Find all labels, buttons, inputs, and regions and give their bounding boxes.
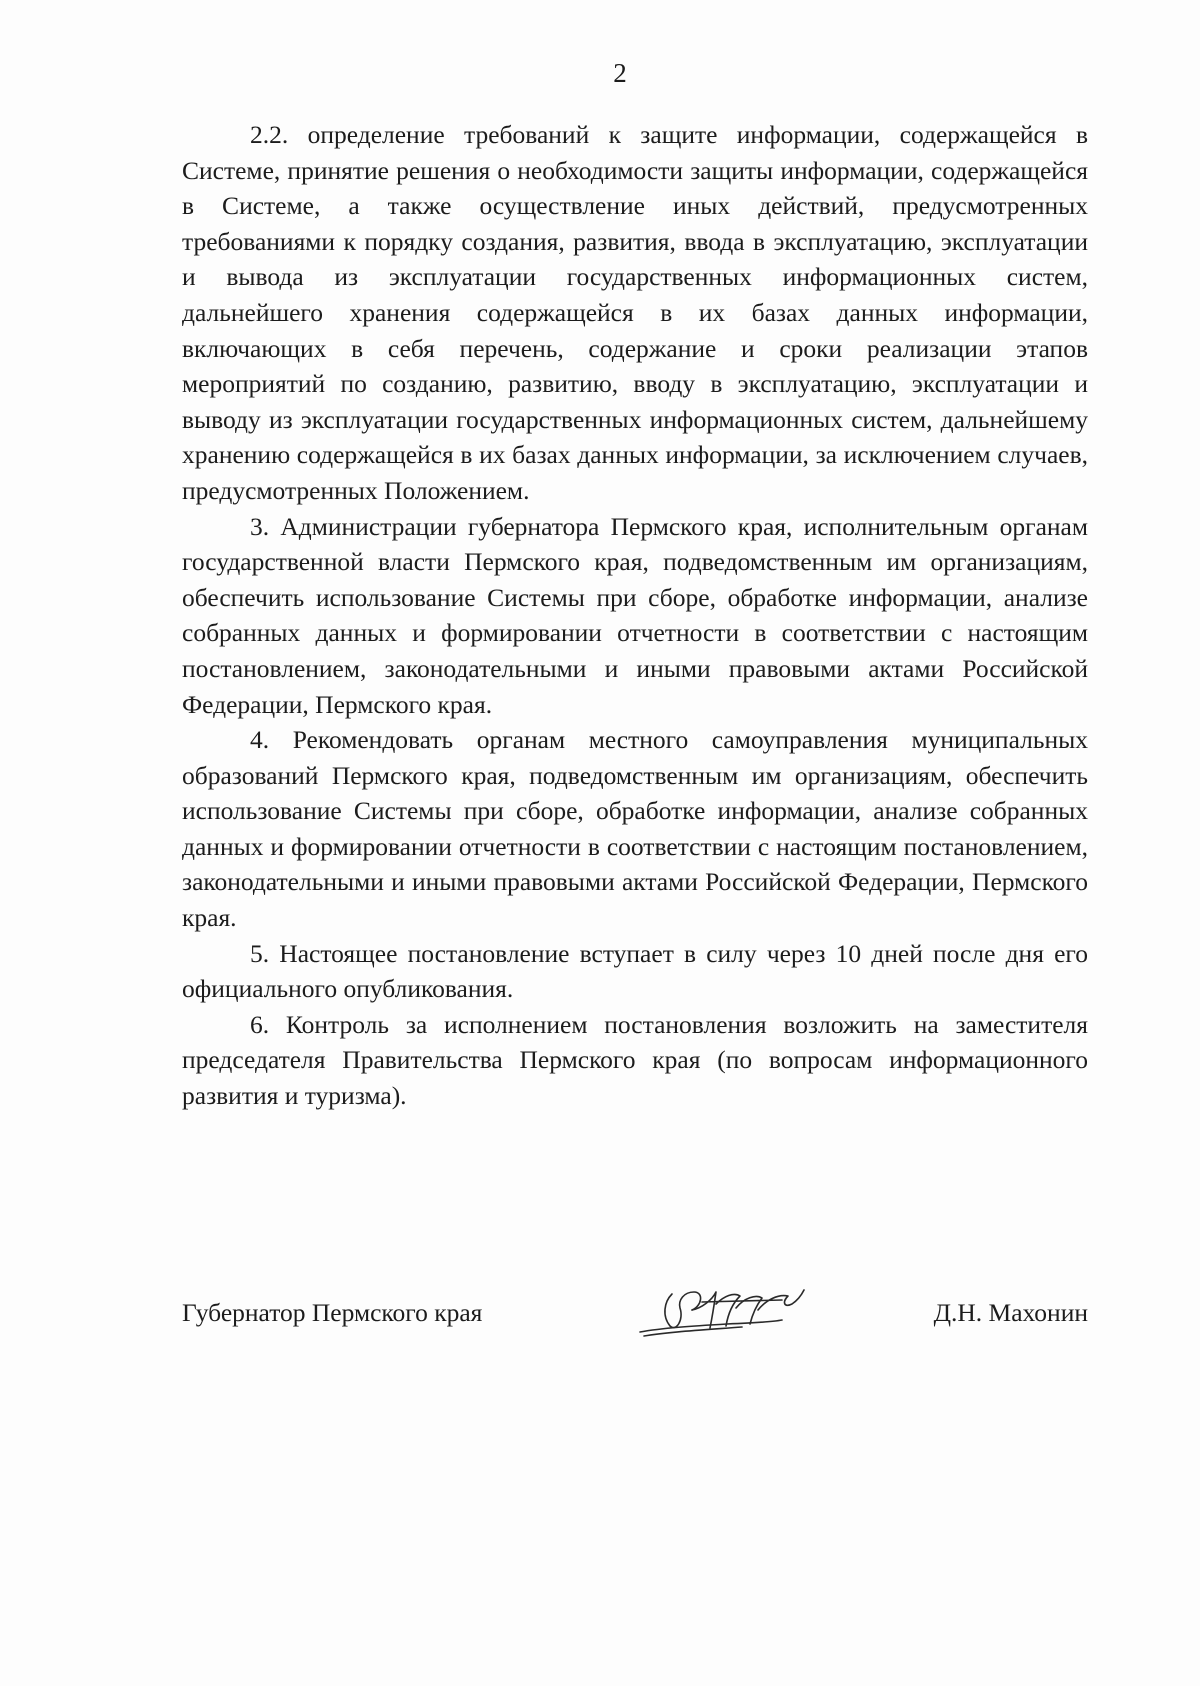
handwritten-signature: [632, 1280, 812, 1344]
paragraph-3: 3. Администрации губернатора Пермского края, исполнительным органам государственной власти Пермского края, подведомственным им организациям, обеспечить использование Системы при сборе, обработке информации, анализе собранных данных и формировании отчетности в соответствии с настоящим постановлением, законодательными и иными правовыми актами Российской Федерации, Пермского края.: [182, 511, 1088, 719]
paragraph-4: 4. Рекомендовать органам местного самоуправления муниципальных образований Пермского края, подведомственным им организациям, обеспечить использование Системы при сборе, обработке информации, анализе собранных данных и формировании отчетности в соответствии с настоящим постановлением, законодательными и иными правовыми актами Российской Федерации, Пермского края.: [182, 725, 1088, 933]
signatory-name: Д.Н. Махонин: [933, 1298, 1088, 1327]
page-number: 2: [613, 58, 627, 88]
paragraph-5: 5. Настоящее постановление вступает в силу через 10 дней после дня его официального опубликования.: [182, 938, 1088, 1004]
paragraph-2-2: 2.2. определение требований к защите информации, содержащейся в Системе, принятие решения о необходимости защиты информации, содержащейся в Системе, а также осуществление иных действий, предусмотренных требованиями к порядку создания, развития, ввода в эксплуатацию, эксплуатации и вывода из эксплуатации государственных информационных систем, дальнейшего хранения содержащейся в их базах данных информации, включающих в себя перечень, содержание и сроки реализации этапов мероприятий по созданию, развитию, вводу в эксплуатацию, эксплуатации и выводу из эксплуатации государственных информационных систем, дальнейшему хранению содержащейся в их базах данных информации, за исключением случаев, предусмотренных Положением.: [182, 120, 1088, 505]
signatory-title: Губернатор Пермского края: [182, 1298, 483, 1327]
paragraph-6: 6. Контроль за исполнением постановления возложить на заместителя председателя Правительства Пермского края (по вопросам информационного развития и туризма).: [182, 1009, 1088, 1111]
document-body: [182, 117, 1088, 1114]
signature-block: [182, 1284, 1088, 1344]
